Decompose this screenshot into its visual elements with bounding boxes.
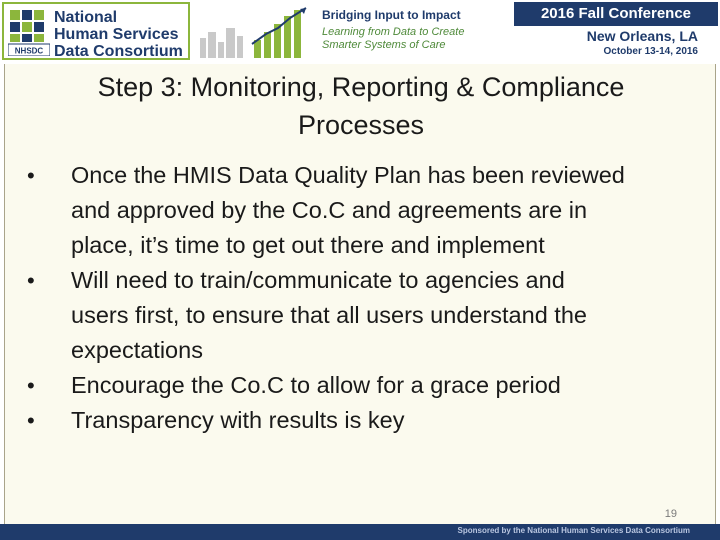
slide-content bbox=[4, 64, 716, 524]
conference-banner bbox=[0, 0, 720, 64]
logo-mark-text: NHSDC bbox=[14, 46, 44, 56]
bullet-dot: • bbox=[27, 163, 35, 188]
bullet-item bbox=[27, 158, 687, 263]
conference-theme-title: Bridging Input to Impact bbox=[322, 8, 461, 22]
bullet-item bbox=[27, 263, 687, 368]
slide-title-line-1: Step 3: Monitoring, Reporting & Compliance bbox=[97, 72, 625, 102]
nhsdc-logo-mark-icon bbox=[8, 8, 50, 56]
sponsor-text: Sponsored by the National Human Services Data Consortium bbox=[457, 526, 690, 535]
bullet-line: Encourage the Co.C to allow for a grace period bbox=[71, 372, 561, 398]
conference-city: New Orleans, LA bbox=[586, 28, 698, 44]
nhsdc-logo bbox=[2, 2, 190, 60]
bullet-line: users first, to ensure that all users understand the bbox=[71, 302, 587, 328]
bullet-line: and approved by the Co.C and agreements are in bbox=[71, 197, 588, 223]
bullet-dot: • bbox=[27, 268, 35, 293]
logo-line-1: National bbox=[54, 9, 118, 26]
conference-name: 2016 Fall Conference bbox=[514, 2, 718, 26]
conference-dates: October 13-14, 2016 bbox=[603, 46, 698, 57]
logo-line-2: Human Services bbox=[54, 26, 179, 43]
sponsor-footer bbox=[0, 524, 720, 540]
bullet-line: place, it’s time to get out there and implement bbox=[71, 232, 545, 258]
bullet-line: Will need to train/communicate to agencies and bbox=[71, 267, 565, 293]
slide-title bbox=[25, 68, 697, 144]
bullet-list bbox=[27, 158, 687, 438]
bullet-dot: • bbox=[27, 373, 35, 398]
conference-theme-subtitle-2: Smarter Systems of Care bbox=[322, 39, 446, 51]
page-number: 19 bbox=[664, 508, 677, 520]
bullet-dot: • bbox=[27, 408, 35, 433]
bullet-item bbox=[27, 403, 687, 438]
skyline-chart-art-icon bbox=[196, 4, 314, 60]
conference-theme-subtitle-1: Learning from Data to Create bbox=[322, 26, 465, 38]
bullet-line: Transparency with results is key bbox=[71, 407, 405, 433]
bullet-item bbox=[27, 368, 687, 403]
bullet-line: Once the HMIS Data Quality Plan has been reviewed bbox=[71, 162, 625, 188]
bullet-line: expectations bbox=[71, 337, 203, 363]
slide-title-line-2: Processes bbox=[297, 110, 425, 140]
logo-line-3: Data Consortium bbox=[54, 43, 183, 60]
